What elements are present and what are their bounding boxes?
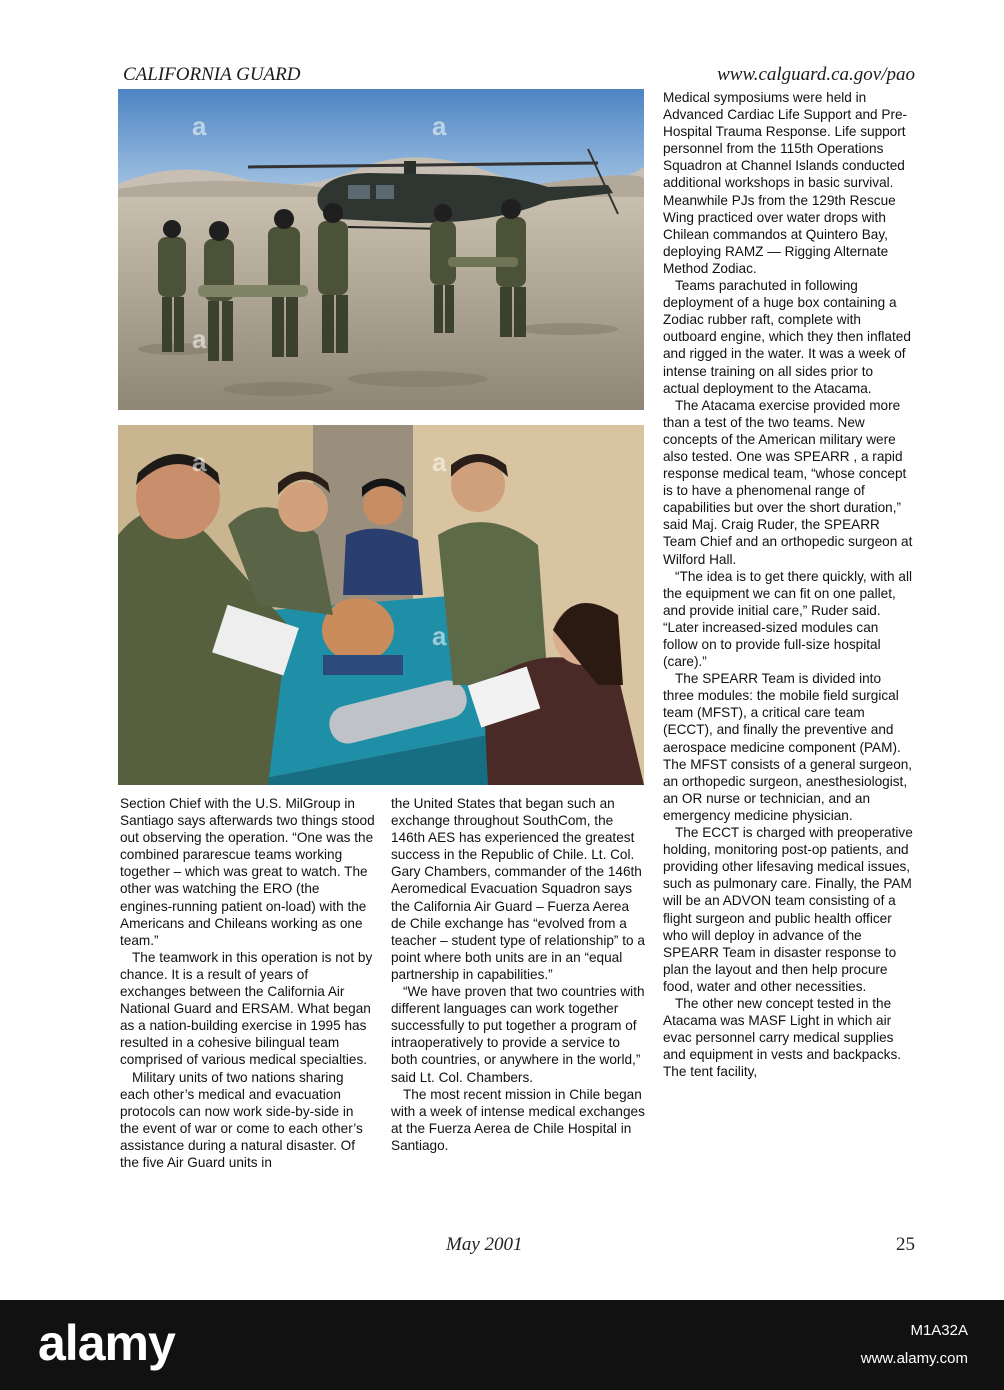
paragraph: The ECCT is charged with preoperative holding, monitoring post-op patients, and providing other lifesaving medical issues, such as pulmonary care. Finally, the PAM will be an ADVON team consisting of a flight surgeon and public health officer who will deploy in advance of the SPEARR Team in disaster response to plan the layout and then help procure food, water and other necessities.: [663, 825, 913, 994]
article-column-3: [663, 89, 913, 1080]
paragraph: Section Chief with the U.S. MilGroup in Santiago says afterwards two things stood out observing the operation. “One was the combined pararescue teams working together – which was great to watch. The other was watching the ERO (the engines-running patient on-load) with the Americans and Chileans working as one team.”: [120, 796, 375, 948]
paragraph: The Atacama exercise provided more than a test of the two teams. New concepts of the American military were also tested. One was SPEARR , a rapid response medical team, “whose concept is to have a phenomenal range of capabilities but over the short duration,” said Maj. Craig Ruder, the SPEARR Team Chief and an orthopedic surgeon at Wilford Hall.: [663, 397, 913, 567]
paragraph: The most recent mission in Chile began with a week of intense medical exchanges at the Fuerza Aerea de Chile Hospital in Santiago.: [391, 1086, 645, 1153]
helicopter-photo: [118, 89, 644, 410]
publication-title: CALIFORNIA GUARD: [123, 64, 301, 85]
article-column-1: [120, 795, 375, 1171]
watermark-mark: a: [192, 324, 207, 354]
watermark-mark: a: [432, 621, 447, 651]
paragraph: Teams parachuted in following deployment of a huge box containing a Zodiac rubber raft, complete with outboard engine, which they then inflated and rigged in the water. It was a week of intense training on all sides prior to actual deployment to the Atacama.: [663, 278, 911, 396]
site-url: www.alamy.com: [860, 1350, 968, 1367]
article-column-2: [391, 795, 646, 1154]
paragraph: The teamwork in this operation is not by chance. It is a result of years of exchanges between the California Air National Guard and ERSAM. What began as a nation-building exercise in 1995 has resulted in a cohesive bilingual team comprised of various medical specialties.: [120, 949, 373, 1068]
paragraph: Medical symposiums were held in Advanced Cardiac Life Support and Pre-Hospital Trauma Response. Life support personnel from the 115th Operations Squadron at Channel Islands conducted additional workshops in basic survival. Meanwhile PJs from the 129th Rescue Wing practiced over water drops with Chilean commandos at Quintero Bay, deploying RAMZ — Rigging Alternate Method Zodiac.: [663, 90, 908, 276]
paragraph: The SPEARR Team is divided into three modules: the mobile field surgical team (MFST), a critical care team (ECCT), and finally the preventive and aerospace medicine component (PAM). The MFST consists of a general surgeon, an orthopedic surgeon, anesthesiologist, an OR nurse or technician, and an emergency medicine physician.: [663, 671, 913, 823]
paragraph: Military units of two nations sharing each other’s medical and evacuation protocols can now work side-by-side in the event of war or come to each other’s assistance during a natural disaster. Of the five Air Guard units in: [120, 1069, 363, 1170]
alamy-logo: alamy: [38, 1315, 175, 1371]
paragraph: the United States that began such an exchange throughout SouthCom, the 146th AES has experienced the greatest success in the Republic of Chile. Lt. Col. Gary Chambers, commander of the 146th Aeromedical Evacuation Squadron says the California Air Guard – Fuerza Aerea de Chile exchange has “evolved from a teacher – student type of relationship” to a point where both units are in an “equal partnership in capabilities.”: [391, 796, 645, 982]
watermark-mark: a: [192, 447, 207, 477]
stock-watermark-bar: [0, 1300, 1004, 1390]
image-id: M1A32A: [910, 1322, 968, 1339]
publication-url: www.calguard.ca.gov/pao: [717, 64, 915, 85]
page-number: 25: [896, 1234, 915, 1255]
medical-training-scene-icon: [118, 425, 644, 785]
watermark-mark: a: [432, 447, 447, 477]
paragraph: “The idea is to get there quickly, with all the equipment we can fit on one pallet, and provide initial care,” Ruder said. “Later increased-sized modules can follow on to provide full-size hospital (care).”: [663, 568, 912, 670]
medical-training-photo: [118, 425, 644, 785]
paragraph: “We have proven that two countries with different languages can work together successfully to put together a program of intraoperatively to provide a service to both countries, or anywhere in the world,” said Lt. Col. Chambers.: [391, 984, 645, 1085]
watermark-mark: a: [192, 111, 207, 141]
paragraph: The other new concept tested in the Atacama was MASF Light in which air evac personnel carry medical supplies and equipment in vests and backpacks. The tent facility,: [663, 995, 902, 1080]
watermark-mark: a: [432, 111, 447, 141]
issue-date: May 2001: [446, 1234, 523, 1255]
